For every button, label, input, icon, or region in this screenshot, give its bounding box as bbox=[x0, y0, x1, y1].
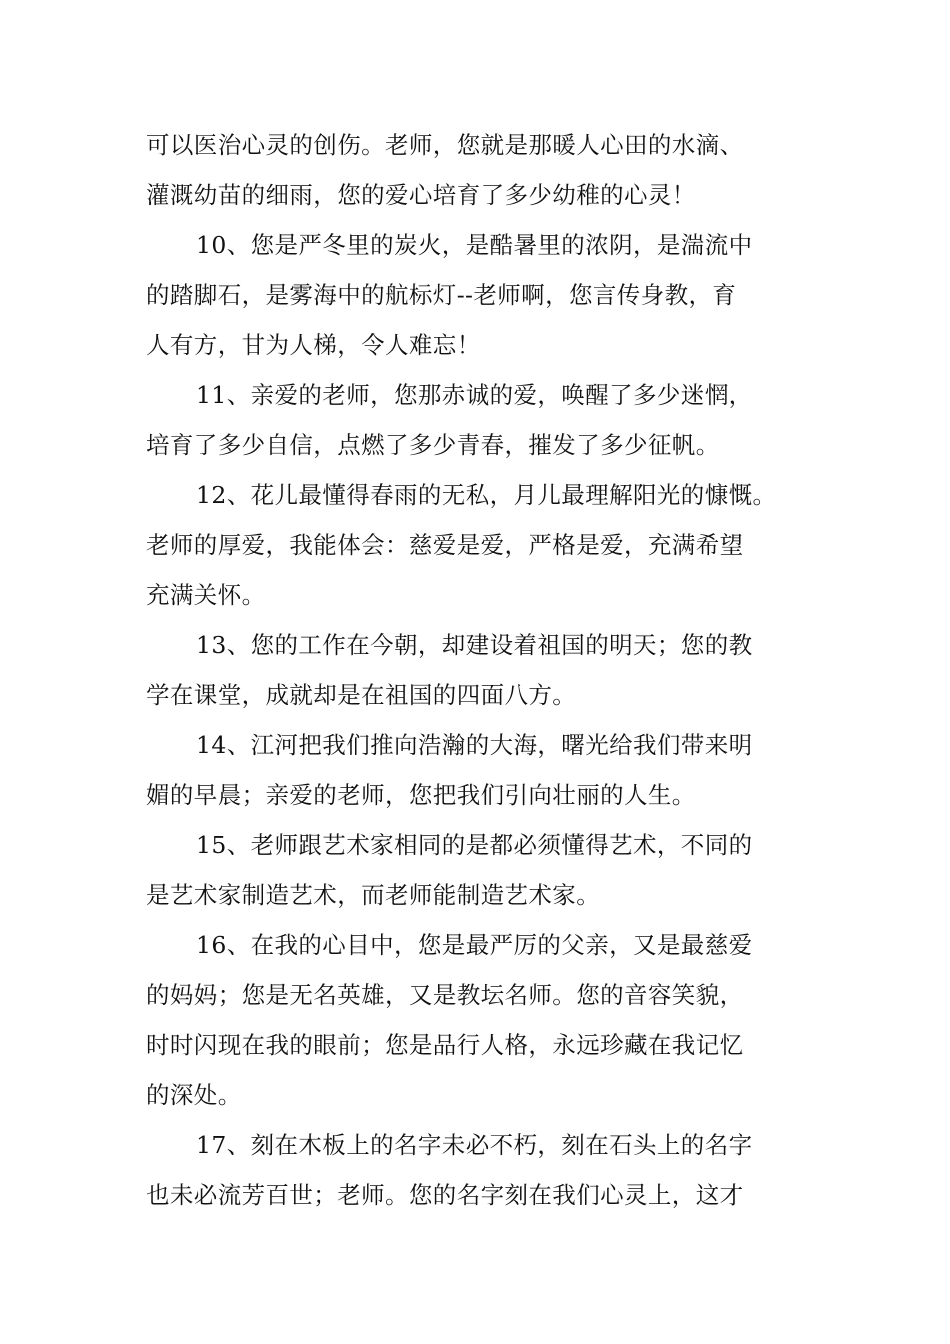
paragraph-continuation bbox=[146, 120, 816, 220]
paragraph-17 bbox=[146, 1120, 816, 1220]
paragraph-13 bbox=[146, 620, 816, 720]
text-line: 也未必流芳百世；老师。您的名字刻在我们心灵上，这才 bbox=[146, 1181, 744, 1209]
text-line: 老师的厚爱，我能体会：慈爱是爱，严格是爱，充满希望 bbox=[146, 531, 744, 559]
paragraph-12 bbox=[146, 470, 816, 620]
text-line: 16、在我的心目中，您是最严厉的父亲，又是最慈爱 bbox=[196, 931, 753, 959]
text-line: 10、您是严冬里的炭火，是酷暑里的浓阴，是湍流中 bbox=[196, 231, 753, 259]
text-line: 11、亲爱的老师，您那赤诚的爱，唤醒了多少迷惘， bbox=[196, 381, 753, 409]
text-line: 时时闪现在我的眼前；您是品行人格，永远珍藏在我记忆 bbox=[146, 1031, 744, 1059]
paragraph-11 bbox=[146, 370, 816, 470]
text-line: 14、江河把我们推向浩瀚的大海，曙光给我们带来明 bbox=[196, 731, 753, 759]
text-line: 15、老师跟艺术家相同的是都必须懂得艺术，不同的 bbox=[196, 831, 753, 859]
text-line: 的妈妈；您是无名英雄，又是教坛名师。您的音容笑貌， bbox=[146, 981, 744, 1009]
text-line: 培育了多少自信，点燃了多少青春，摧发了多少征帆。 bbox=[146, 431, 720, 459]
text-line: 灌溉幼苗的细雨，您的爱心培育了多少幼稚的心灵！ bbox=[146, 181, 696, 209]
paragraph-16 bbox=[146, 920, 816, 1120]
text-line: 13、您的工作在今朝，却建设着祖国的明天；您的教 bbox=[196, 631, 753, 659]
text-line: 充满关怀。 bbox=[146, 581, 266, 609]
text-line: 17、刻在木板上的名字未必不朽，刻在石头上的名字 bbox=[196, 1131, 753, 1159]
text-line: 可以医治心灵的创伤。老师，您就是那暖人心田的水滴、 bbox=[146, 131, 744, 159]
text-line: 12、花儿最懂得春雨的无私，月儿最理解阳光的慷慨。 bbox=[196, 481, 777, 509]
document-body bbox=[146, 120, 816, 1220]
text-line: 媚的早晨；亲爱的老师，您把我们引向壮丽的人生。 bbox=[146, 781, 696, 809]
paragraph-15 bbox=[146, 820, 816, 920]
text-line: 人有方，甘为人梯，令人难忘！ bbox=[146, 331, 481, 359]
text-line: 的踏脚石，是雾海中的航标灯--老师啊，您言传身教，育 bbox=[146, 281, 737, 309]
text-line: 学在课堂，成就却是在祖国的四面八方。 bbox=[146, 681, 577, 709]
paragraph-14 bbox=[146, 720, 816, 820]
text-line: 的深处。 bbox=[146, 1081, 242, 1109]
text-line: 是艺术家制造艺术，而老师能制造艺术家。 bbox=[146, 881, 601, 909]
paragraph-10 bbox=[146, 220, 816, 370]
